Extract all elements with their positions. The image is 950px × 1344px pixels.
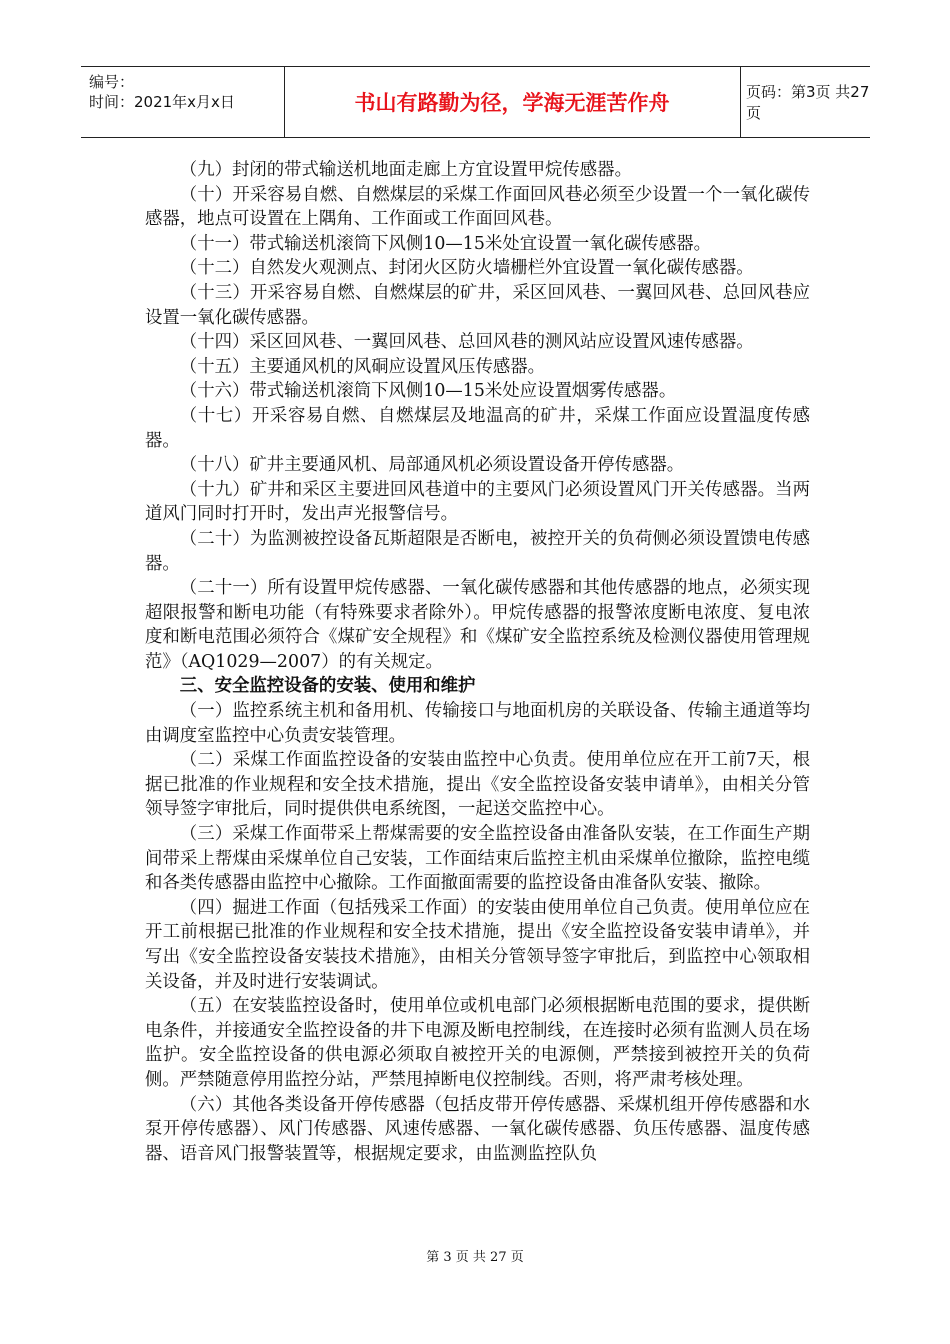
page-header [81, 66, 870, 138]
body-paragraph: （二）采煤工作面监控设备的安装由监控中心负责。使用单位应在开工前7天，根据已批准的作业规程和安全技术措施，提出《安全监控设备安装申请单》，由相关分管领导签字审批后，同时提供供电系统图，一起送交监控中心。 [145, 750, 810, 820]
body-paragraph: （十四）采区回风巷、一翼回风巷、总回风巷的测风站应设置风速传感器。 [179, 332, 754, 353]
body-paragraph: （十二）自然发火观测点、封闭火区防火墙栅栏外宜设置一氧化碳传感器。 [179, 258, 754, 279]
header-motto: 书山有路勤为径，学海无涯苦作舟 [284, 67, 741, 137]
document-body [145, 158, 810, 1166]
body-paragraph: （六）其他各类设备开停传感器（包括皮带开停传感器、采煤机组开停传感器和水泵开停传感器）、风门传感器、风速传感器、一氧化碳传感器、负压传感器、温度传感器、语音风门报警装置等，根据规定要求，由监测监控队负 [145, 1094, 810, 1164]
document-time-label: 时间：2021年x月x日 [89, 93, 235, 111]
body-paragraph: （十五）主要通风机的风硐应设置风压传感器。 [179, 356, 546, 377]
section-heading: 三、安全监控设备的安装、使用和维护 [179, 676, 476, 697]
body-paragraph: （二十）为监测被控设备瓦斯超限是否断电，被控开关的负荷侧必须设置馈电传感器。 [145, 528, 810, 574]
body-paragraph: （一）监控系统主机和备用机、传输接口与地面机房的关联设备、传输主通道等均由调度室监控中心负责安装管理。 [145, 701, 810, 746]
body-paragraph: （四）掘进工作面（包括残采工作面）的安装由使用单位自己负责。使用单位应在开工前根据已批准的作业规程和安全技术措施，提出《安全监控设备安装申请单》，并写出《安全监控设备安装技术措施》，由相关分管领导签字审批后，到监控中心领取相关设备，并及时进行安装调试。 [145, 897, 810, 992]
body-paragraph: （十九）矿井和采区主要进回风巷道中的主要风门必须设置风门开关传感器。当两道风门同时打开时，发出声光报警信号。 [145, 479, 810, 525]
body-paragraph: （十七）开采容易自燃、自燃煤层及地温高的矿井，采煤工作面应设置温度传感器。 [145, 405, 810, 451]
body-paragraph: （三）采煤工作面带采上帮煤需要的安全监控设备由准备队安装，在工作面生产期间带采上帮煤由采煤单位自己安装，工作面结束后监控主机由采煤单位撤除，监控电缆和各类传感器由监控中心撤除。工作面撤面需要的监控设备由准备队安装、撤除。 [145, 824, 810, 894]
body-paragraph: （十八）矿井主要通风机、局部通风机必须设置设备开停传感器。 [179, 455, 685, 476]
body-paragraph: （十）开采容易自燃、自燃煤层的采煤工作面回风巷必须至少设置一个一氧化碳传感器，地点可设置在上隅角、工作面或工作面回风巷。 [145, 184, 810, 230]
body-paragraph: （十三）开采容易自燃、自燃煤层的矿井，采区回风巷、一翼回风巷、总回风巷应设置一氧化碳传感器。 [145, 282, 810, 328]
body-paragraph: （十一）带式输送机滚筒下风侧10—15米处宜设置一氧化碳传感器。 [179, 233, 711, 254]
body-paragraph: （五）在安装监控设备时，使用单位或机电部门必须根据断电范围的要求，提供断电条件，并接通安全监控设备的井下电源及断电控制线，在连接时必须有监测人员在场监护。安全监控设备的供电源必须取自被控开关的电源侧，严禁接到被控开关的负荷侧。严禁随意停用监控分站，严禁甩掉断电仪控制线。否则，将严肃考核处理。 [145, 996, 810, 1090]
document-number-label: 编号： [89, 73, 135, 91]
body-paragraph: （二十一）所有设置甲烷传感器、一氧化碳传感器和其他传感器的地点，必须实现超限报警和断电功能（有特殊要求者除外）。甲烷传感器的报警浓度断电浓度、复电浓度和断电范围必须符合《煤矿安全规程》和《煤矿安全监控系统及检测仪器使用管理规范》（AQ1029—2007）的有关规定。 [145, 578, 810, 672]
body-paragraph: （十六）带式输送机滚筒下风侧10—15米处应设置烟雾传感器。 [179, 381, 677, 402]
body-paragraph: （九）封闭的带式输送机地面走廊上方宜设置甲烷传感器。 [179, 160, 632, 180]
page-footer: 第 3 页 共 27 页 [426, 1250, 524, 1265]
header-meta [81, 67, 285, 137]
header-page-number: 页码：第3页 共27页 [746, 83, 870, 122]
